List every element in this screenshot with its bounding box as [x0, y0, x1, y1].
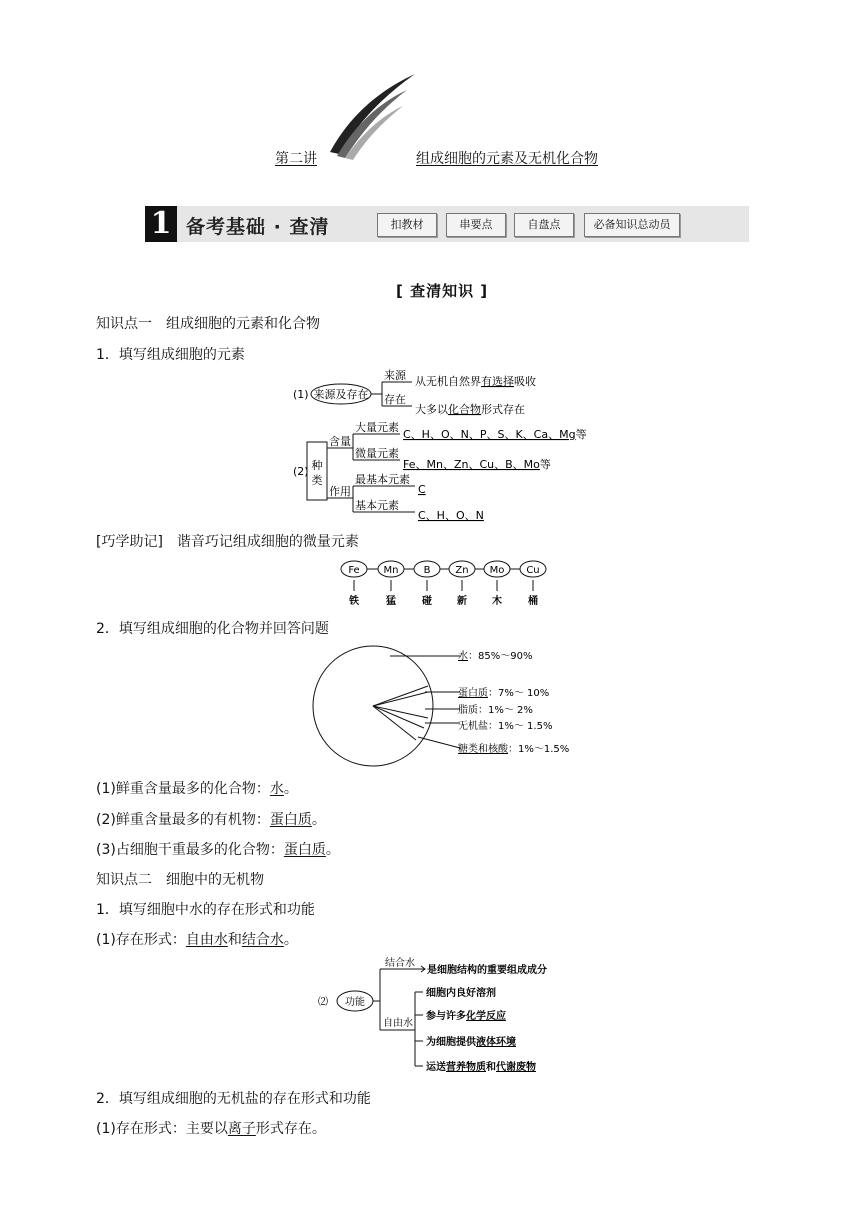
- label-basic: 基本元素: [355, 499, 399, 512]
- salt-form: (1)存在形式：主要以离子形式存在。: [96, 1121, 326, 1137]
- node-kinds-1: 种: [311, 459, 323, 472]
- node-kinds-2: 类: [311, 474, 323, 487]
- page-title: 组成细胞的元素及无机化合物: [416, 151, 598, 167]
- svg-text:B: B: [423, 565, 431, 576]
- pie-label-sugar-nucleic: 糖类和核酸：1%～1.5%: [458, 744, 570, 755]
- svg-text:木: 木: [492, 596, 502, 607]
- pie-label-protein: 蛋白质：7%～ 10%: [458, 688, 550, 699]
- elements-diagram: [285, 364, 645, 526]
- label-content: 含量: [329, 435, 351, 448]
- label-basic-most: 最基本元素: [355, 473, 410, 486]
- free-1: 细胞内良好溶剂: [426, 988, 496, 999]
- svg-text:Cu: Cu: [526, 565, 540, 576]
- svg-text:碰: 碰: [422, 596, 432, 607]
- node-source-exist: 来源及存在: [313, 388, 369, 401]
- svg-text:Fe: Fe: [348, 565, 360, 576]
- label-micro: 微量元素: [355, 447, 399, 460]
- diagram-n: ⑵: [318, 997, 328, 1008]
- label-free-water: 自由水: [383, 1018, 413, 1029]
- svg-text:Zn: Zn: [455, 565, 469, 576]
- label-source: 来源: [384, 369, 406, 382]
- kp2-item1: 1．填写细胞中水的存在形式和功能: [96, 902, 315, 918]
- label-exist: 存在: [384, 393, 406, 406]
- macro-text: C、H、O、N、P、S、K、Ca、Mg等: [403, 428, 587, 441]
- q2: (2)鲜重含量最多的有机物：蛋白质。: [96, 812, 326, 828]
- free-2: 参与许多化学反应: [426, 1011, 506, 1022]
- source-text: 从无机自然界有选择吸收: [415, 375, 536, 388]
- exist-text: 大多以化合物形式存在: [415, 403, 525, 416]
- bound-text: 是细胞结构的重要组成成分: [427, 965, 547, 976]
- svg-text:新: 新: [457, 596, 467, 607]
- banner-title: 备考基础 · 查清: [186, 216, 330, 238]
- svg-text:铁: 铁: [349, 596, 359, 607]
- free-4: 运送营养物质和代谢废物: [426, 1062, 536, 1073]
- section-subtitle: [ 查清知识 ]: [396, 282, 489, 300]
- micro-text: Fe、Mn、Zn、Cu、B、Mo等: [403, 458, 551, 471]
- lecture-number: 第二讲: [275, 151, 317, 167]
- svg-text:Mn: Mn: [383, 565, 399, 576]
- label-bound-water: 结合水: [385, 958, 415, 969]
- mnemonic-chain: [335, 558, 555, 610]
- svg-text:Mo: Mo: [489, 565, 505, 576]
- kp1-title: 知识点一 组成细胞的元素和化合物: [96, 316, 320, 332]
- compound-pie: [310, 640, 600, 770]
- water-form: (1)存在形式：自由水和结合水。: [96, 932, 298, 948]
- tab-key-points[interactable]: 串要点: [446, 213, 506, 237]
- swoosh-logo: [325, 70, 420, 160]
- pie-label-lipid: 脂质：1%～ 2%: [458, 705, 533, 716]
- free-3: 为细胞提供液体环境: [426, 1037, 516, 1048]
- banner-number: 1: [145, 206, 177, 242]
- diagram-n2: (2): [293, 465, 309, 478]
- kp2-title: 知识点二 细胞中的无机物: [96, 872, 264, 888]
- basic-text: C、H、O、N: [418, 509, 484, 522]
- kp2-item2: 2．填写组成细胞的无机盐的存在形式和功能: [96, 1091, 371, 1107]
- water-function-diagram: [315, 955, 585, 1077]
- label-function: 作用: [329, 485, 351, 498]
- mnemonic-title: [巧学助记] 谐音巧记组成细胞的微量元素: [96, 534, 359, 550]
- kp1-item2: 2．填写组成细胞的化合物并回答问题: [96, 621, 329, 637]
- tab-essential-knowledge[interactable]: 必备知识总动员: [584, 213, 680, 237]
- pie-label-water: 水：85%～90%: [458, 651, 533, 662]
- q3: (3)占细胞干重最多的化合物：蛋白质。: [96, 842, 340, 858]
- svg-text:桶: 桶: [528, 596, 538, 607]
- basic-most-text: C: [418, 483, 426, 496]
- pie-label-salt: 无机盐：1%～ 1.5%: [458, 721, 553, 732]
- tab-self-check[interactable]: 自盘点: [514, 213, 574, 237]
- svg-text:猛: 猛: [386, 596, 396, 607]
- label-macro: 大量元素: [355, 421, 399, 434]
- diagram-n1: (1): [293, 388, 309, 401]
- q1: (1)鲜重含量最多的化合物：水。: [96, 781, 298, 797]
- node-function: 功能: [345, 997, 365, 1008]
- tab-textbook[interactable]: 扣教材: [377, 213, 437, 237]
- kp1-item1: 1．填写组成细胞的元素: [96, 347, 245, 363]
